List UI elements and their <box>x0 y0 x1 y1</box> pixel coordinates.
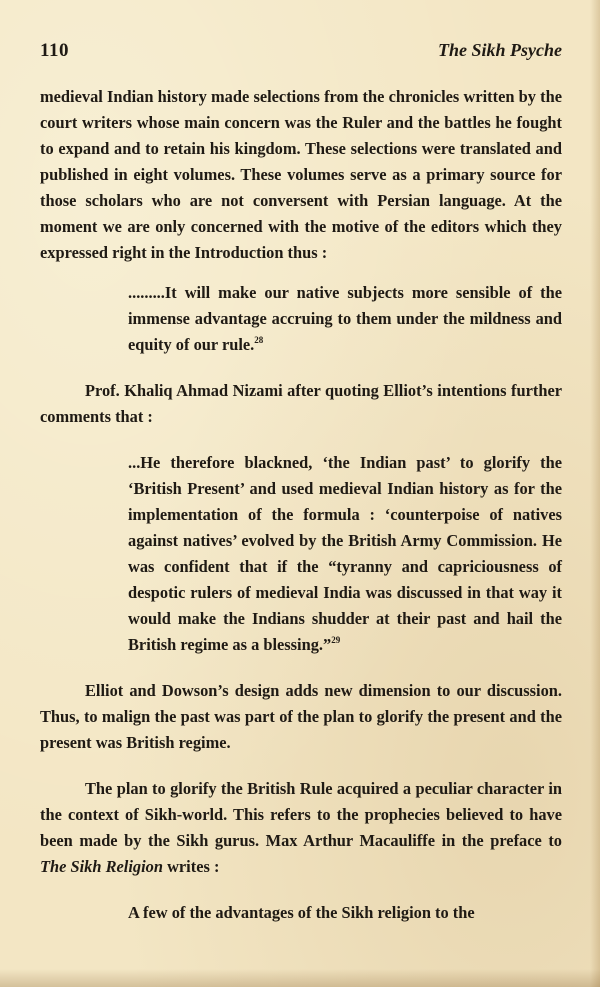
paragraph-macauliffe-text-before: The plan to glorify the British Rule acquired a peculiar character in the context of Sikh-world. This refers to the prophecies believed to have been made by the Sikh gurus. Max Arthur Macauliffe in the preface to <box>40 779 562 850</box>
block-quote-macauliffe <box>128 900 562 926</box>
paragraph-elliot-dowson-text: Elliot and Dowson’s design adds new dimension to our discussion. Thus, to malign the past was part of the plan to glorify the present and the present was British regime. <box>40 681 562 752</box>
page-edge-shadow <box>590 0 600 987</box>
book-title: The Sikh Religion <box>40 857 163 876</box>
paragraph-elliot-dowson <box>40 678 562 756</box>
running-head: The Sikh Psyche <box>438 40 562 60</box>
block-quote-nizami <box>128 450 562 658</box>
page-header <box>40 40 562 62</box>
block-quote-elliot <box>128 280 562 358</box>
paragraph-nizami-text: Prof. Khaliq Ahmad Nizami after quoting Elliot’s intentions further comments that : <box>40 381 562 426</box>
page-bottom-shadow <box>0 969 600 987</box>
book-page <box>40 40 562 926</box>
paragraph-macauliffe-text-after: writes : <box>162 857 220 876</box>
block-quote-elliot-text: .........It will make our native subjects more sensible of the immense advantage accruing to them under the mildness and equity of our rule. <box>128 283 562 354</box>
footnote-marker-28: 28 <box>254 335 264 345</box>
page-number: 110 <box>40 40 69 61</box>
block-quote-nizami-text: ...He therefore blackned, ‘the Indian past’ to glorify the ‘British Present’ and used medieval Indian history as for the implementation of the formula : ‘counterpoise of natives against natives’ evolved by the British Army Commission. He was confident that if the “tyranny and capriciousness of despotic rulers of medieval India was discussed in that way it would make the Indians shudder at their past and hail the British regime as a blessing.” <box>128 453 562 654</box>
paragraph-intro <box>40 84 562 266</box>
paragraph-nizami <box>40 378 562 430</box>
paragraph-macauliffe <box>40 776 562 880</box>
footnote-marker-29: 29 <box>331 635 341 645</box>
paragraph-intro-text: medieval Indian history made selections from the chronicles written by the court writers whose main concern was the Ruler and the battles he fought to expand and to retain his kingdom. These selections were translated and published in eight volumes. These volumes serve as a primary source for those scholars who are not conversent with Persian language. At the moment we are only concerned with the motive of the editors which they expressed right in the Introduction thus : <box>40 87 562 262</box>
block-quote-macauliffe-text: A few of the advantages of the Sikh religion to the <box>128 903 475 922</box>
